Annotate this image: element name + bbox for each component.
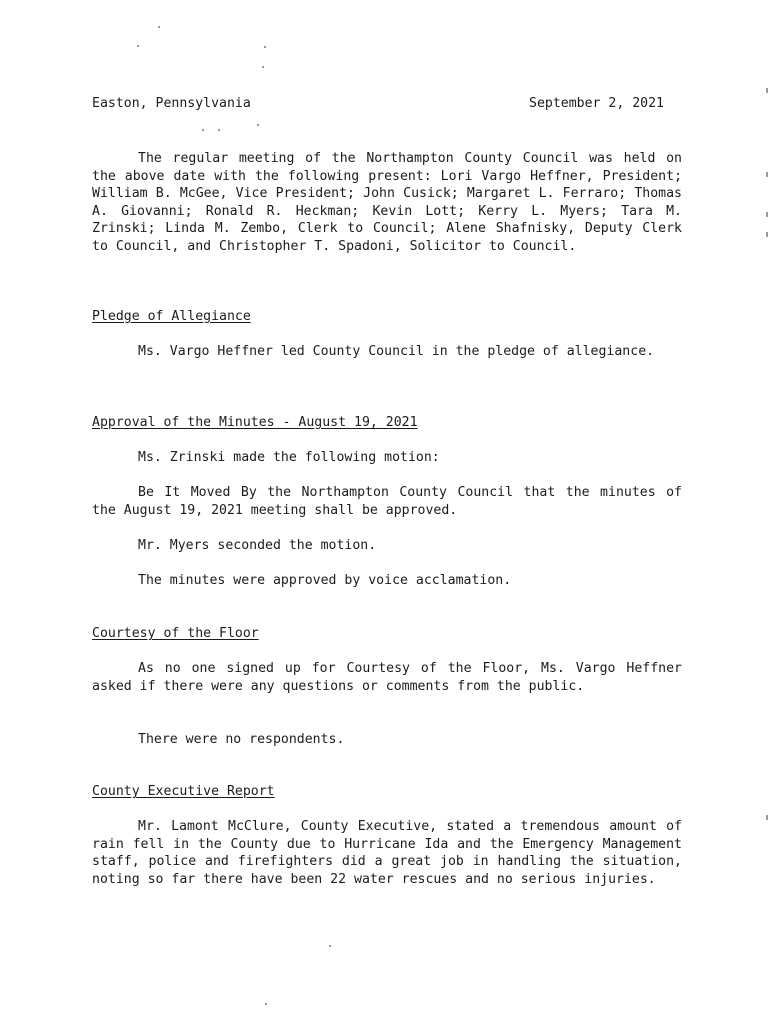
executive-report-paragraph: Mr. Lamont McClure, County Executive, stated a tremendous amount of rain fell in the County due to Hurricane Ida and the Emergency Management staff, police and firefighters did a great job in handling the situation, noting so far there have been 22 water rescues and no serious injuries. bbox=[92, 819, 682, 887]
scan-margin-mark bbox=[766, 212, 768, 217]
section-heading-courtesy: Courtesy of the Floor bbox=[92, 626, 259, 641]
scan-speck bbox=[264, 46, 266, 48]
section-heading-pledge: Pledge of Allegiance bbox=[92, 309, 251, 324]
scan-margin-mark bbox=[766, 815, 768, 820]
minutes-motion-intro: Ms. Zrinski made the following motion: bbox=[138, 450, 440, 465]
section-heading-minutes: Approval of the Minutes - August 19, 2021 bbox=[92, 415, 418, 430]
courtesy-respondents: There were no respondents. bbox=[138, 732, 345, 747]
intro-paragraph: The regular meeting of the Northampton County Council was held on the above date with the following present: Lori Vargo Heffner, President; William B. McGee, Vice President; John Cusick; Margaret L. Ferraro; Thomas A. Giovanni; Ronald R. Heckman; Kevin Lott; Kerry L. Myers; Tara M. Zrinski; Linda M. Zembo, Clerk to Council; Alene Shafnisky, Deputy Clerk to Council, and Christopher T. Spadoni, Solicitor to Council. bbox=[92, 151, 682, 254]
pledge-paragraph: Ms. Vargo Heffner led County Council in the pledge of allegiance. bbox=[138, 344, 655, 359]
header-location: Easton, Pennsylvania bbox=[92, 96, 251, 111]
scan-speck bbox=[158, 26, 160, 28]
scan-speck bbox=[218, 129, 220, 131]
scan-speck bbox=[262, 66, 264, 68]
scan-margin-mark bbox=[766, 88, 768, 93]
header-date: September 2, 2021 bbox=[529, 96, 664, 111]
scan-speck bbox=[257, 124, 259, 126]
minutes-second: Mr. Myers seconded the motion. bbox=[138, 538, 377, 553]
scan-margin-mark bbox=[766, 232, 768, 237]
section-heading-executive: County Executive Report bbox=[92, 784, 275, 799]
minutes-approval: The minutes were approved by voice acclamation. bbox=[138, 573, 512, 588]
scan-speck bbox=[202, 129, 204, 131]
scan-speck bbox=[329, 945, 331, 947]
minutes-motion-text: Be It Moved By the Northampton County Council that the minutes of the August 19, 2021 meeting shall be approved. bbox=[92, 485, 682, 518]
scan-margin-mark bbox=[766, 172, 768, 177]
courtesy-paragraph: As no one signed up for Courtesy of the Floor, Ms. Vargo Heffner asked if there were any questions or comments from the public. bbox=[92, 661, 682, 694]
document-header bbox=[92, 96, 664, 112]
scan-speck bbox=[265, 1003, 267, 1005]
scan-speck bbox=[137, 45, 139, 47]
